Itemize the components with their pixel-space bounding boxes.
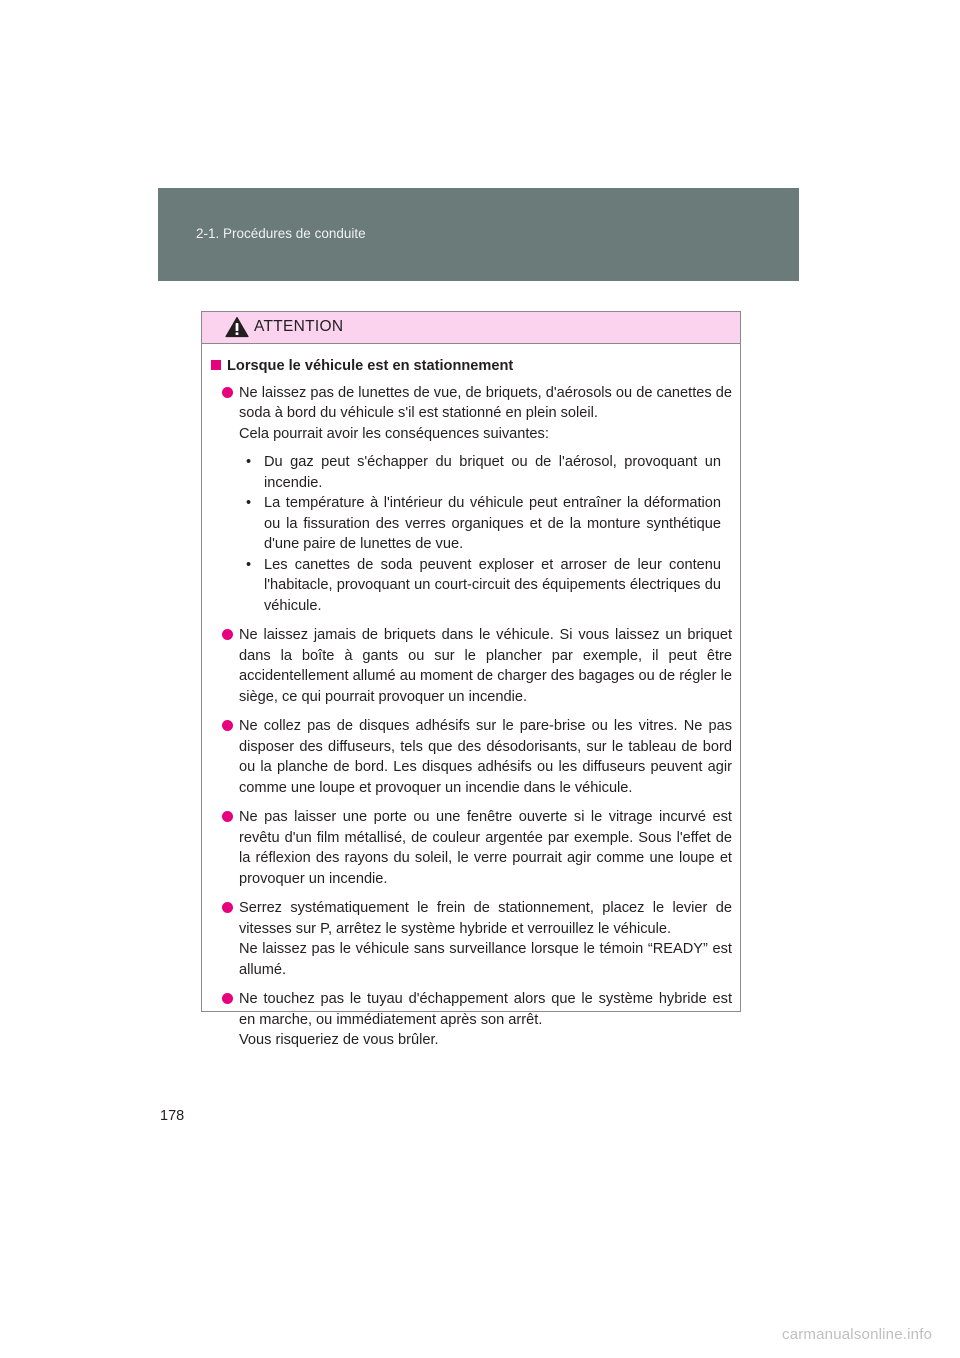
item-line: Cela pourrait avoir les conséquences suivantes: <box>239 425 549 442</box>
section-title: 2-1. Procédures de conduite <box>196 226 366 241</box>
watermark[interactable]: carmanualsonline.info <box>782 1326 933 1343</box>
item-text <box>239 898 732 980</box>
warning-item <box>222 625 732 707</box>
subhead-text: Lorsque le véhicule est en stationnement <box>227 358 514 374</box>
sub-bullet-icon: • <box>246 495 252 511</box>
item-line: Ne laissez pas le véhicule sans surveillance lorsque le témoin “READY” est allumé. <box>239 941 732 978</box>
warning-item <box>222 989 732 1051</box>
sub-bullet-icon: • <box>246 556 252 573</box>
warning-item <box>222 807 732 889</box>
warning-subhead <box>211 356 732 377</box>
warning-label: ATTENTION <box>254 318 344 335</box>
sub-item-text: Du gaz peut s'échapper du briquet ou de l'aérosol, provoquant un incendie. <box>264 454 721 491</box>
sub-list-item <box>246 493 721 555</box>
sub-item-text: La température à l'intérieur du véhicule peut entraîner la déformation ou la fissuration des verres organiques et de la monture synthétique d'une paire de lunettes de vue. <box>264 495 721 552</box>
warning-item <box>222 898 732 980</box>
sub-bullet-icon: • <box>246 454 252 470</box>
item-line: Ne laissez pas de lunettes de vue, de briquets, d'aérosols ou de canettes de soda à bord du véhicule s'il est stationné en plein soleil. <box>239 384 732 421</box>
item-text <box>239 383 732 617</box>
sub-item-text: Les canettes de soda peuvent exploser et arroser de leur contenu l'habitacle, provoquant un court-circuit des équipements électriques du véhicule. <box>264 556 721 614</box>
bullet-dot-icon <box>222 387 233 398</box>
warning-box <box>201 311 741 1048</box>
warning-item <box>222 383 732 617</box>
header-band <box>158 188 799 281</box>
bullet-dot-icon <box>222 993 233 1004</box>
item-line: Serrez systématiquement le frein de stationnement, placez le levier de vitesses sur P, arrêtez le système hybride et verrouillez le véhicule. <box>239 900 732 937</box>
warning-header <box>202 312 740 344</box>
square-bullet-icon <box>211 360 221 370</box>
sub-list-item <box>246 555 721 617</box>
item-text <box>239 989 732 1051</box>
bullet-dot-icon <box>222 720 233 731</box>
bullet-dot-icon <box>222 902 233 913</box>
item-line: Ne touchez pas le tuyau d'échappement alors que le système hybride est en marche, ou immédiatement après son arrêt. <box>239 991 732 1028</box>
item-line: Ne laissez jamais de briquets dans le véhicule. Si vous laissez un briquet dans la boîte à gants ou sur le plancher par exemple, il peut être accidentellement allumé au moment de charger des bagages ou de régler le siège, ce qui pourrait provoquer un incendie. <box>239 627 732 705</box>
warning-item <box>222 716 732 798</box>
sub-list <box>239 452 732 616</box>
item-text <box>239 625 732 707</box>
item-line: Vous risqueriez de vous brûler. <box>239 1032 439 1048</box>
item-line: Ne pas laisser une porte ou une fenêtre ouverte si le vitrage incurvé est revêtu d'un film métallisé, de couleur argentée par exemple. Sous l'effet de la réflexion des rayons du soleil, le verre pourrait agir comme une loupe et provoquer un incendie. <box>239 809 732 887</box>
warning-body <box>202 344 740 1051</box>
bullet-dot-icon <box>222 629 233 640</box>
page-number: 178 <box>160 1108 185 1124</box>
item-text <box>239 807 732 889</box>
item-line: Ne collez pas de disques adhésifs sur le pare-brise ou les vitres. Ne pas disposer des diffuseurs, tels que des désodorisants, sur le tableau de bord ou la planche de bord. Les disques adhésifs ou les diffuseurs peuvent agir comme une loupe et provoquer un incendie dans le véhicule. <box>239 718 732 796</box>
bullet-dot-icon <box>222 811 233 822</box>
warning-triangle-icon <box>225 316 249 338</box>
item-text <box>239 716 732 798</box>
sub-list-item <box>246 452 721 493</box>
